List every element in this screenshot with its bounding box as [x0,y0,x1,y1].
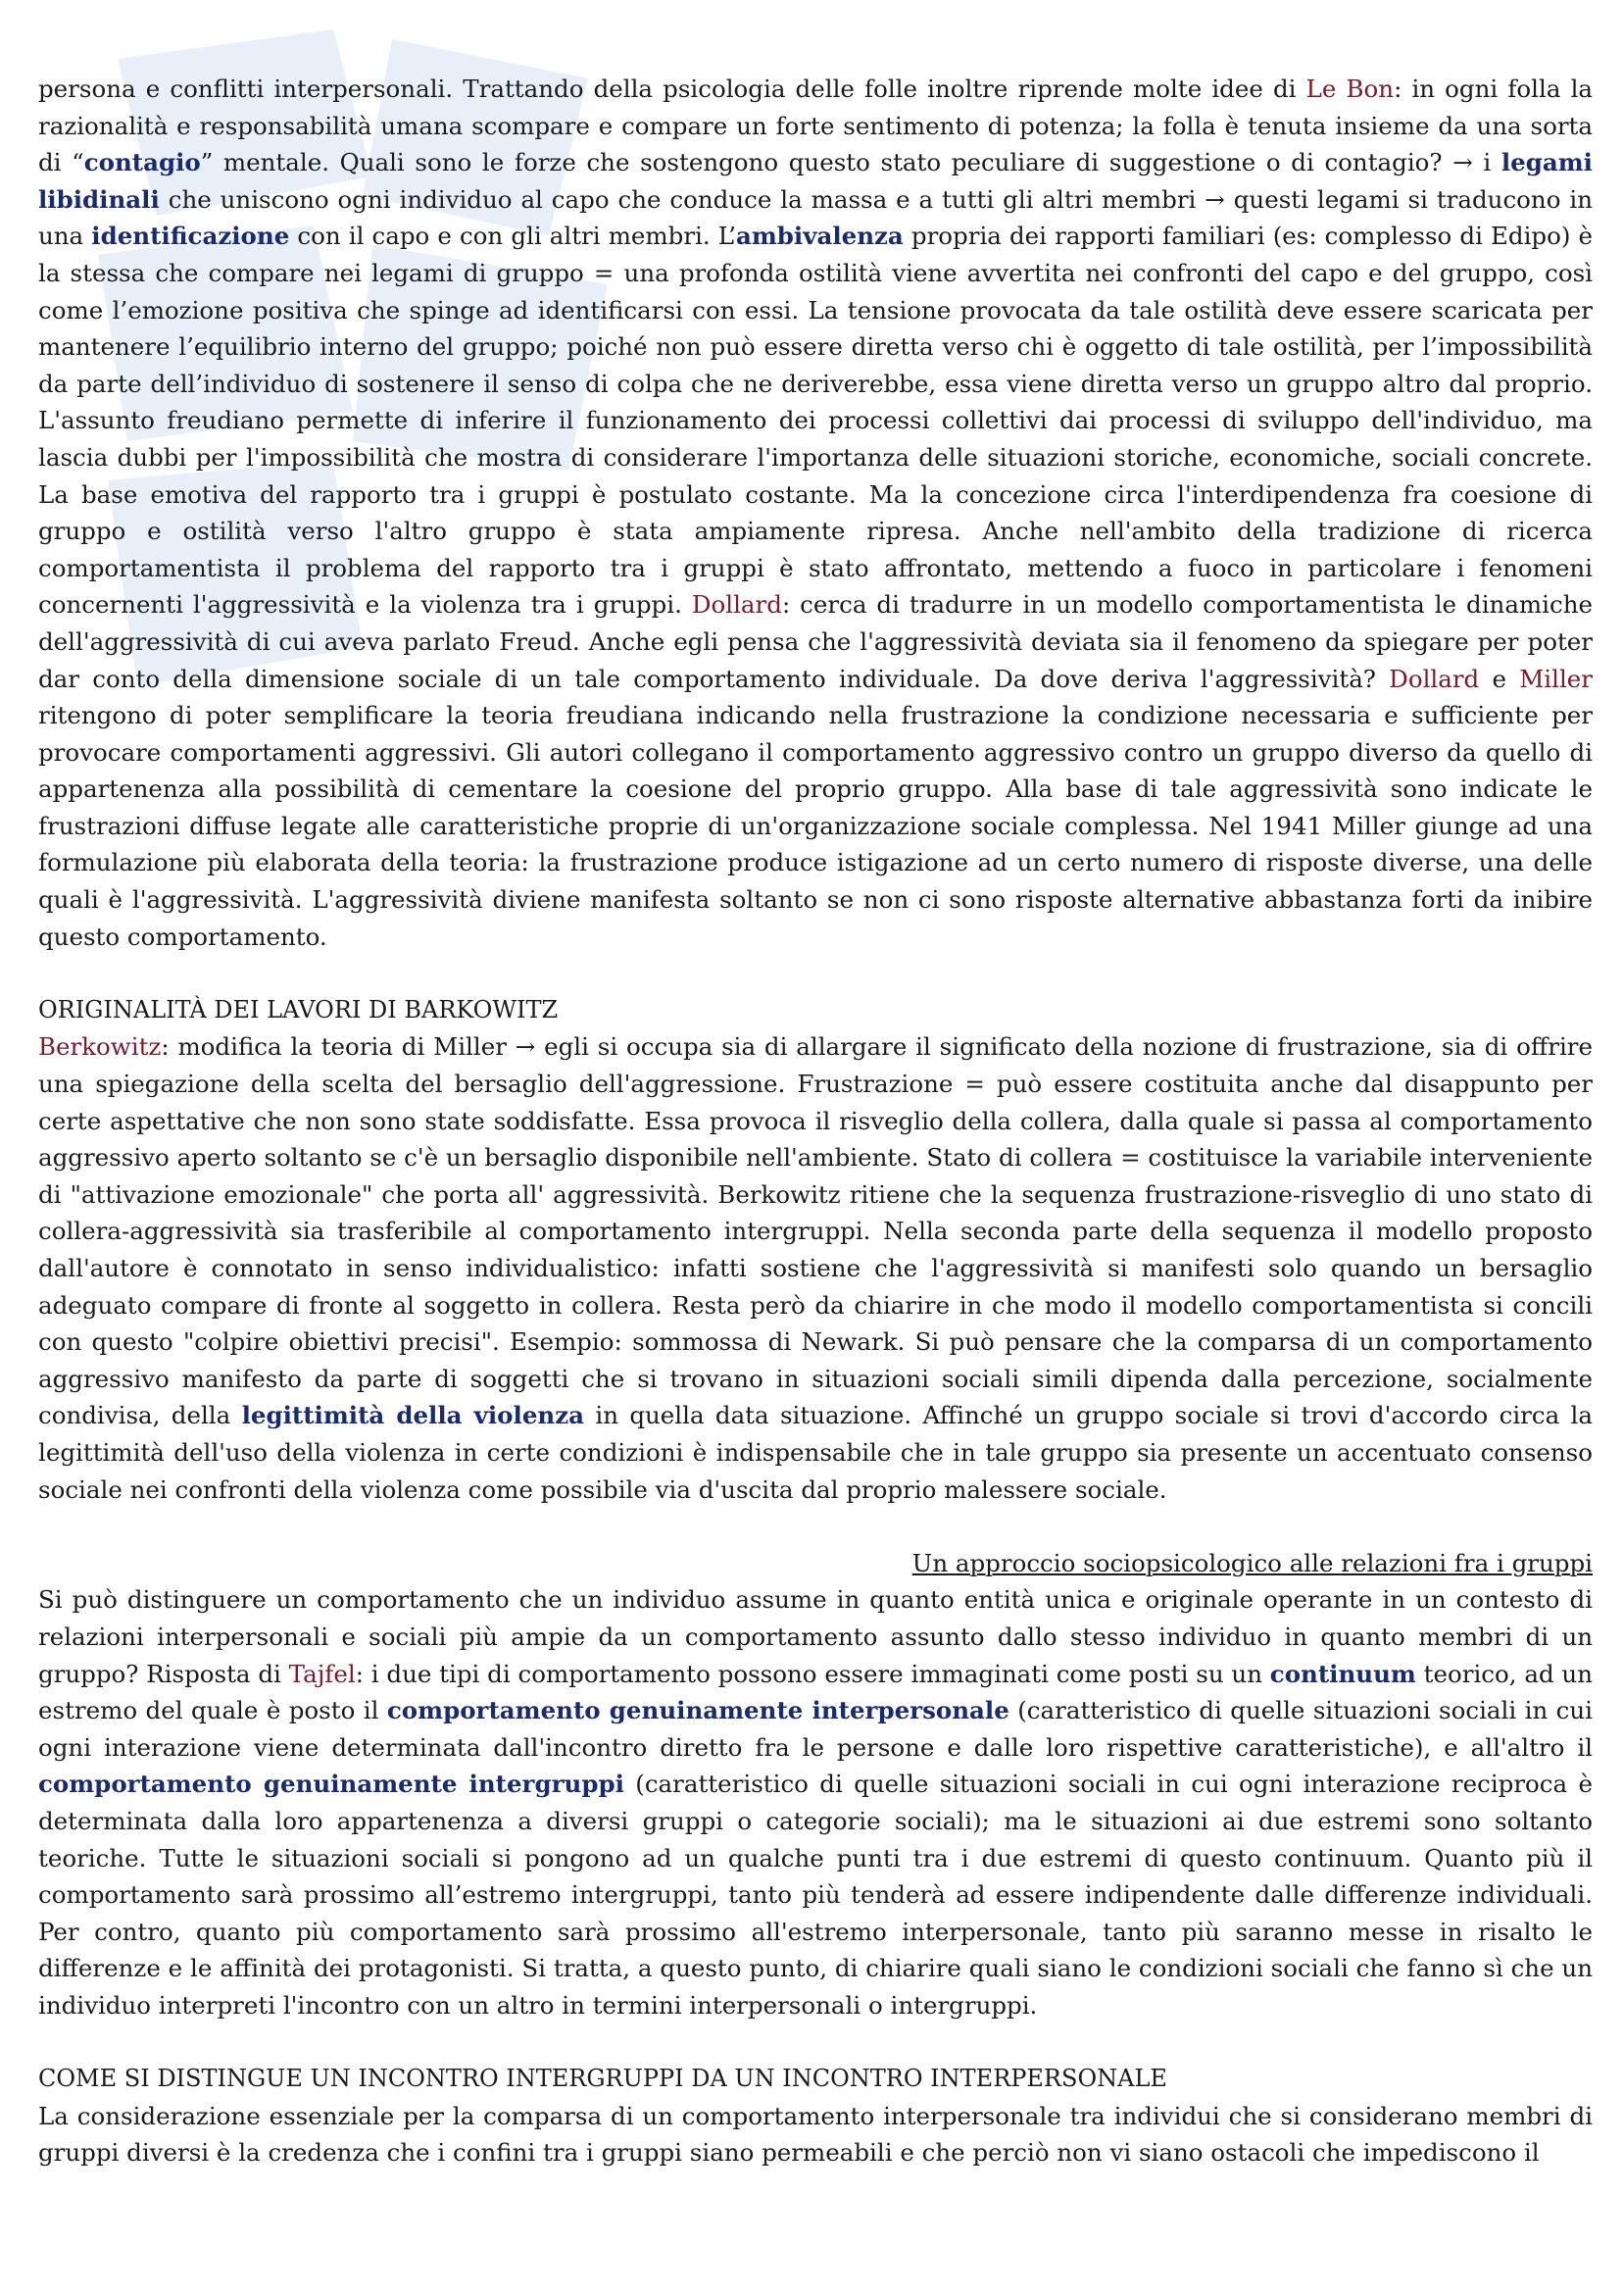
term-ambivalenza: ambivalenza [735,222,904,251]
author-berkowitz: Berkowitz [38,1032,162,1062]
heading-incontro-intergruppi: COME SI DISTINGUE UN INCONTRO INTERGRUPPI DA UN INCONTRO INTERPERSONALE [38,2065,1167,2093]
term-contagio: contagio [83,148,201,177]
author-le-bon: Le Bon [1305,75,1395,103]
paragraph-incontro: La considerazione essenziale per la comparsa di un comportamento interpersonale tra individui che si considerano membri di gruppi diversi è la credenza che i confini tra i gruppi siano permeabili e che perciò non vi siano ostacoli che impediscono il [38,2101,1593,2168]
paragraph-freud-group-psychology: persona e conflitti interpersonali. Trattando della psicologia delle folle inoltre riprende molte idee di Le Bon: in ogni folla la razionalità e responsabilità umana scompare e compare un forte sentimento di potenza; la folla è tenuta insieme da una sorta di “contagio” mentale. Quali sono le forze che sostengono questo stato peculiare di suggestione o di contagio? → i legami libidinali che uniscono ogni individuo al capo che conduce la massa e a tutti gli altri membri → questi legami si traducono in una identificazione con il capo e con gli altri membri. L’ambivalenza propria dei rapporti familiari (es: complesso di Edipo) è la stessa che compare nei legami di gruppo = una profonda ostilità viene avvertita nei confronti del capo e del gruppo, così come l’emozione positiva che spinge ad identificarsi con essi. La tensione provocata da tale ostilità deve essere scaricata per mantenere l’equilibrio interno del gruppo; poiché non può essere diretta verso chi è oggetto di tale ostilità, per l’impossibilità da parte dell’individuo di sostenere il senso di colpa che ne deriverebbe, essa viene diretta verso un gruppo altro dal proprio. L'assunto freudiano permette di inferire il funzionamento dei processi collettivi dai processi di sviluppo dell'individuo, ma lascia dubbi per l'impossibilità che mostra di considerare l'importanza delle situazioni storiche, economiche, sociali concrete. La base emotiva del rapporto tra i gruppi è postulato costante. Ma la concezione circa l'interdipendenza fra coesione di gruppo e ostilità verso l'altro gruppo è stata ampiamente ripresa. Anche nell'ambito della tradizione di ricerca comportamentista il problema del rapporto tra i gruppi è stato affrontato, mettendo a fuoco in particolare i fenomeni concernenti l'aggressività e la violenza tra i gruppi. Dollard: cerca di tradurre in un modello comportamentista le dinamiche dell'aggressività di cui aveva parlato Freud. Anche egli pensa che l'aggressività deviata sia il fenomeno da spiegare per poter dar conto della dimensione sociale di un tale comportamento individuale. Da dove deriva l'aggressività? Dollard e Miller ritengono di poter semplificare la teoria freudiana indicando nella frustrazione la condizione necessaria e sufficiente per provocare comportamenti aggressivi. Gli autori collegano il comportamento aggressivo contro un gruppo diverso da quello di appartenenza alla possibilità di cementare la coesione del proprio gruppo. Alla base di tale aggressività sono indicate le frustrazioni diffuse legate alle caratteristiche proprie di un'organizzazione sociale complessa. Nel 1941 Miller giunge ad una formulazione più elaborata della teoria: la frustrazione produce istigazione ad un certo numero di risposte diverse, una delle quali è l'aggressività. L'aggressività diviene manifesta soltanto se non ci sono risposte alternative abbastanza forti da inibire questo comportamento. [38,75,1594,951]
author-dollard: Dollard [691,590,782,620]
term-legittimita-violenza: legittimità della violenza [241,1401,585,1430]
term-identificazione: identificazione [91,222,290,251]
author-dollard-2: Dollard [1389,664,1480,693]
term-comportamento-intergruppi: comportamento genuinamente intergruppi [38,1770,624,1799]
term-comportamento-interpersonale: comportamento genuinamente interpersonale [386,1696,1009,1725]
author-tajfel: Tajfel [288,1659,356,1688]
paragraph-berkowitz: Berkowitz: modifica la teoria di Miller → egli si occupa sia di allargare il significato della nozione di frustrazione, sia di offrire una spiegazione della scelta del bersaglio dell'aggressione. Frustrazione = può essere costituita anche dal disappunto per certe aspettative che non sono state soddisfatte. Essa provoca il risveglio della collera, dalla quale si passa al comportamento aggressivo aperto soltanto se c'è un bersaglio disponibile nell'ambiente. Stato di collera = costituisce la variabile interveniente di "attivazione emozionale" che porta all' aggressività. Berkowitz ritiene che la sequenza frustrazione-risveglio di uno stato di collera-aggressività sia trasferibile al comportamento intergruppi. Nella seconda parte della sequenza il modello proposto dall'autore è connotato in senso individualistico: infatti sostiene che l'aggressività si manifesti solo quando un bersaglio adeguato compare di fronte al soggetto in collera. Resta però da chiarire in che modo il modello comportamentista si concili con questo "colpire obiettivi precisi". Esempio: sommossa di Newark. Si può pensare che la comparsa di un comportamento aggressivo manifesto da parte di soggetti che si trovano in situazioni sociali simili dipenda dalla percezione, socialmente condivisa, della legittimità della violenza in quella data situazione. Affinché un gruppo sociale si trovi d'accordo circa la legittimità dell'uso della violenza in certe condizioni è indispensabile che in tale gruppo sia presente un accentuato consenso sociale nei confronti della violenza come possibile via d'uscita dal proprio malessere sociale. [38,1032,1593,1504]
heading-barkowitz: ORIGINALITÀ DEI LAVORI DI BARKOWITZ [38,995,559,1023]
document-page [38,71,1593,2171]
section-title-sociopsicologico: Un approccio sociopsicologico alle relazioni fra i gruppi [911,1548,1593,1577]
paragraph-tajfel: Si può distinguere un comportamento che un individuo assume in quanto entità unica e originale operante in un contesto di relazioni interpersonali e sociali più ampie da un comportamento assunto dallo stesso individuo in quanto membri di un gruppo? Risposta di Tajfel: i due tipi di comportamento possono essere immaginati come posti su un continuum teorico, ad un estremo del quale è posto il comportamento genuinamente interpersonale (caratteristico di quelle situazioni sociali in cui ogni interazione viene determinata dall'incontro diretto fra le persone e dalle loro rispettive caratteristiche), e all'altro il comportamento genuinamente intergruppi (caratteristico di quelle situazioni sociali in cui ogni interazione reciproca è determinata dalla loro appartenenza a diversi gruppi o categorie sociali); ma le situazioni ai due estremi sono soltanto teoriche. Tutte le situazioni sociali si pongono ad un qualche punti tra i due estremi di questo continuum. Quanto più il comportamento sarà prossimo all’estremo intergruppi, tanto più tenderà ad essere indipendente dalle differenze individuali. Per contro, quanto più comportamento sarà prossimo all'estremo interpersonale, tanto più saranno messe in risalto le differenze e le affinità dei protagonisti. Si tratta, a questo punto, di chiarire quali siano le condizioni sociali che fanno sì che un individuo interpreti l'incontro con un altro in termini interpersonali o intergruppi. [38,1585,1593,2020]
author-miller: Miller [1519,664,1594,693]
term-legami-libidinali: legami libidinali [38,148,1593,214]
term-continuum: continuum [1269,1659,1416,1688]
